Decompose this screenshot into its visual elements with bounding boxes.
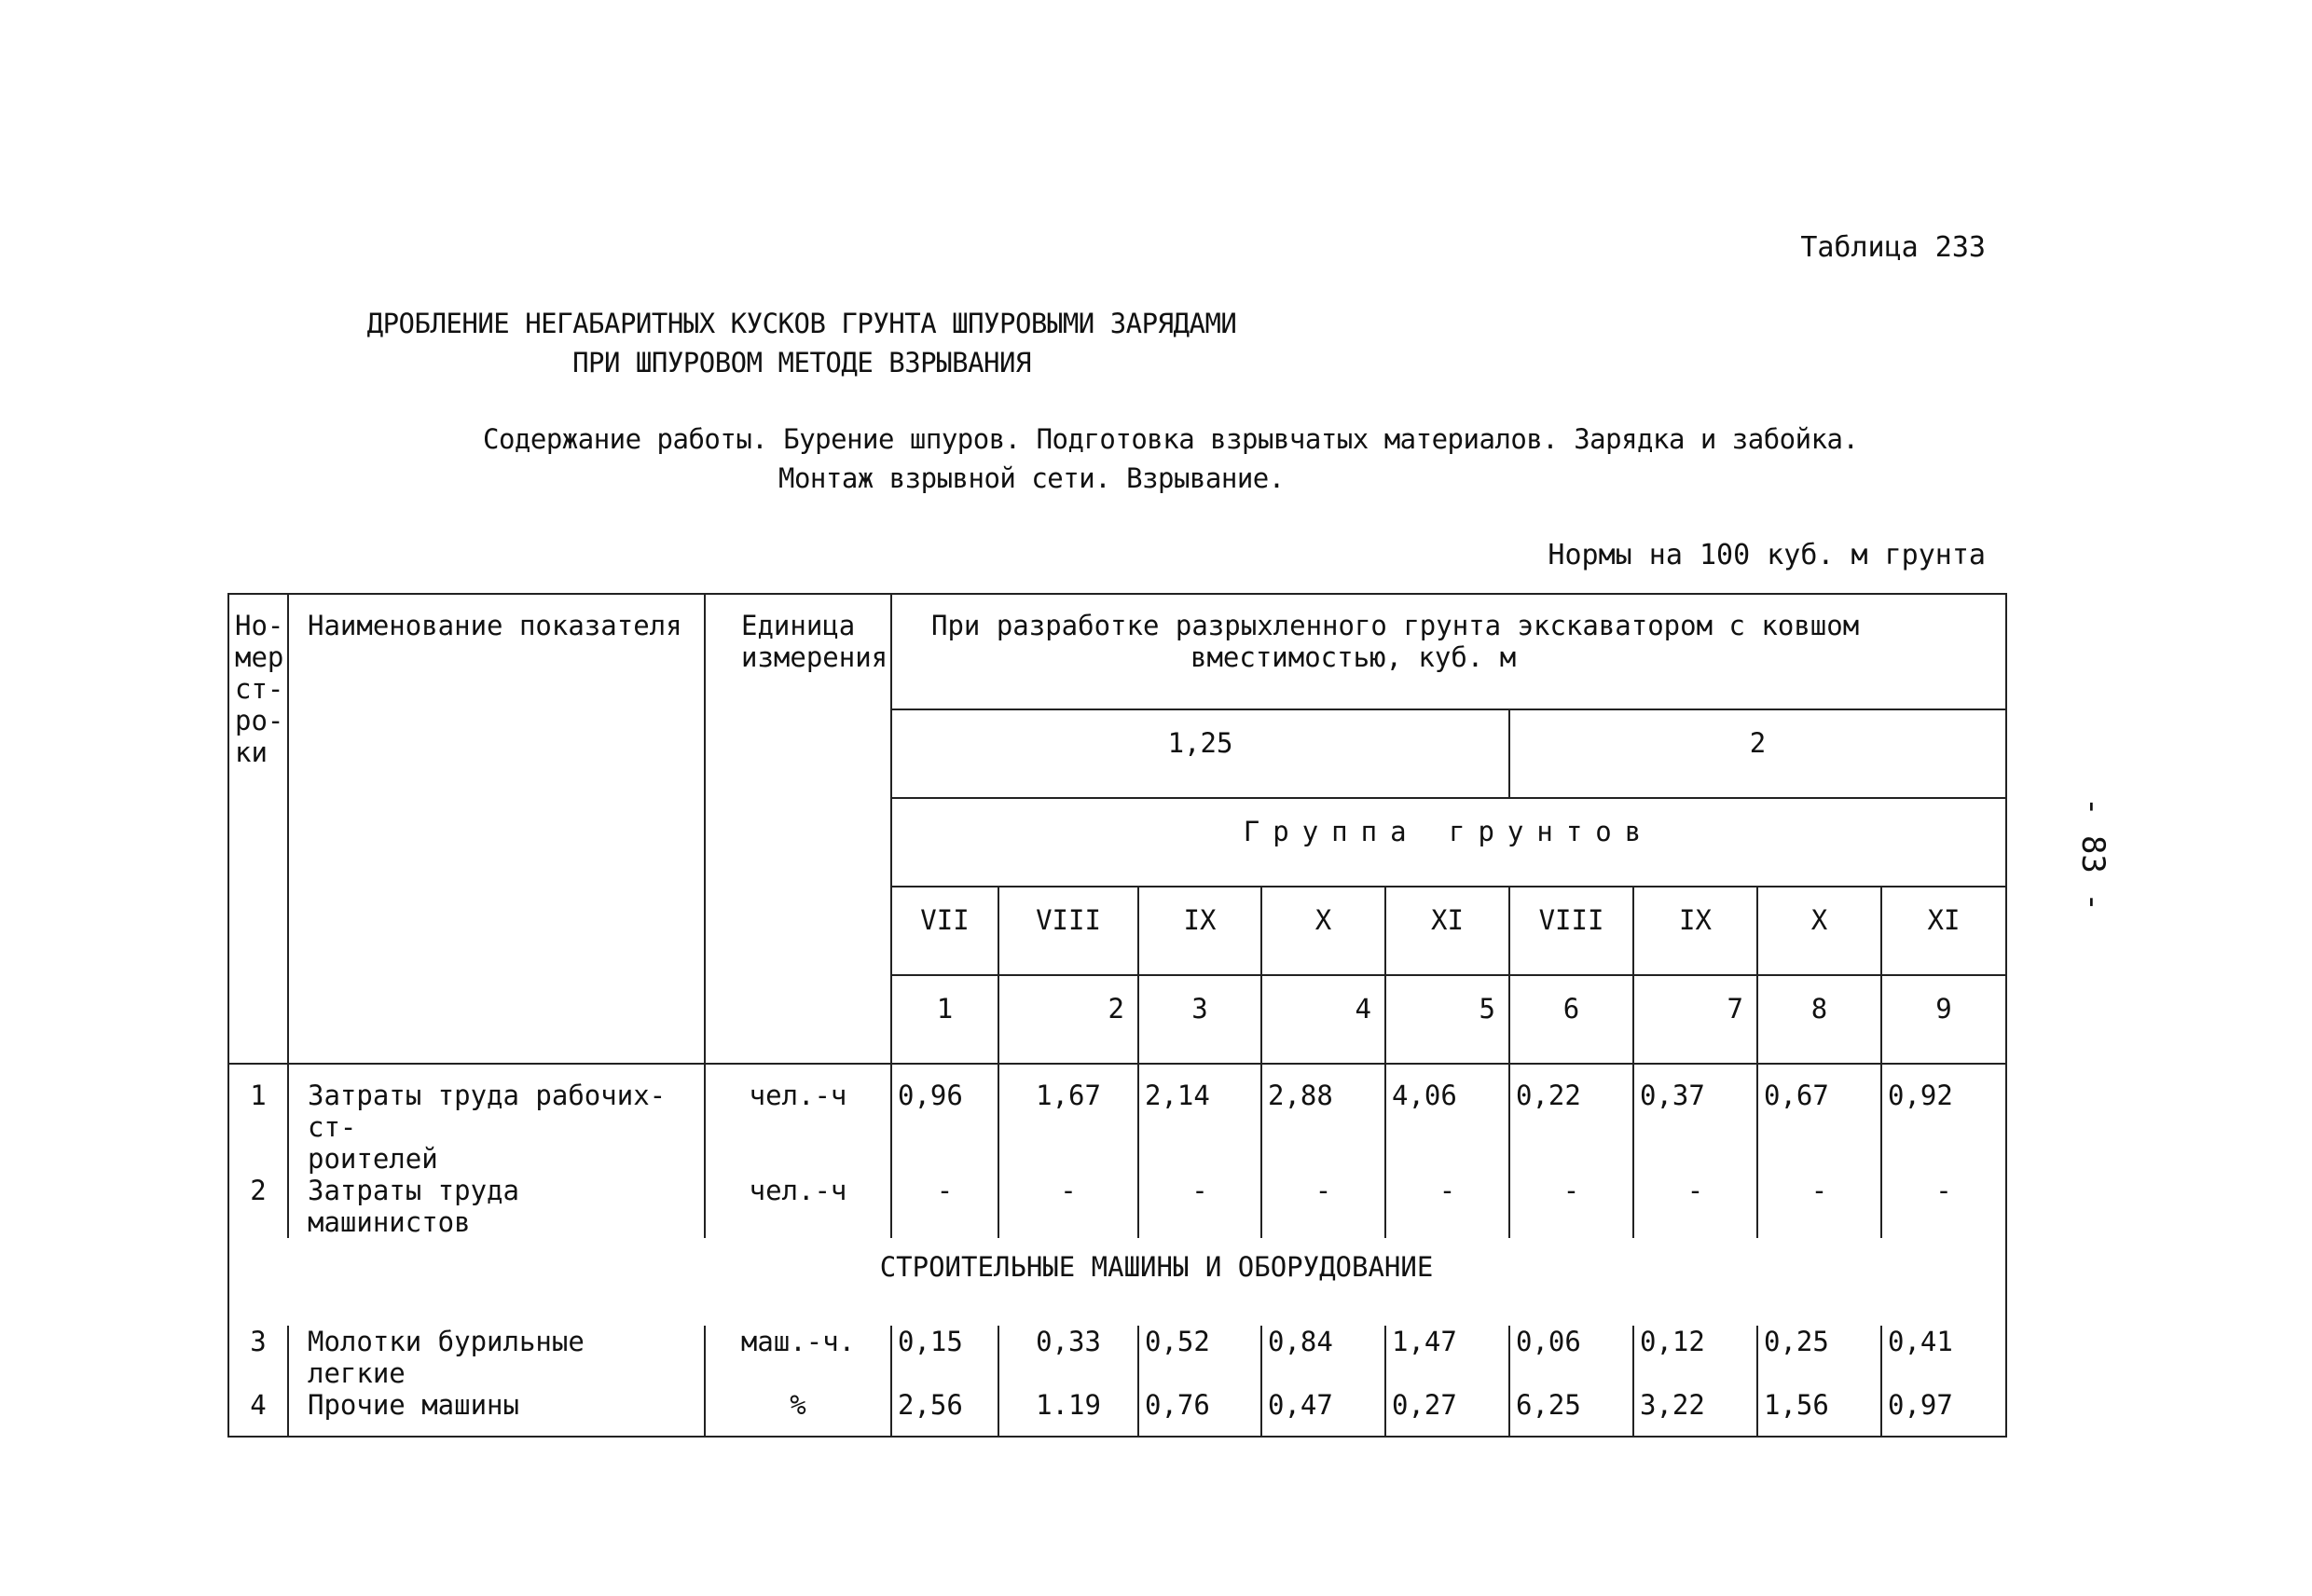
row-number-header-line: ро- [235,705,284,736]
unit-header-line: Единица [741,610,856,641]
column-number-cell: 2 [998,975,1138,1064]
row-value: 0,12 [1633,1326,1757,1389]
row-value: - [891,1175,998,1238]
row-num: 3 [228,1326,288,1389]
row-value: 0,25 [1757,1326,1881,1389]
indicator-header [288,594,705,1064]
capacity-2-label: 2 [1749,727,1767,759]
row-value: 0,76 [1138,1389,1261,1437]
row-value: - [1757,1175,1881,1238]
table-row [228,1326,2006,1389]
document-title-line-1: ДРОБЛЕНИЕ НЕГАБАРИТНЫХ КУСКОВ ГРУНТА ШПУРОВЫМИ ЗАРЯДАМИ [366,308,1237,339]
indicator-header-label: Наименование показателя [308,610,682,641]
row-unit: % [705,1389,891,1437]
row-value: 0,52 [1138,1326,1261,1389]
row-value: - [1633,1175,1757,1238]
row-value: 2,88 [1261,1064,1385,1175]
row-value: 4,06 [1385,1064,1509,1175]
column-number-cell: 8 [1757,975,1881,1064]
row-number-header-line: мер [235,641,284,673]
row-value: 0,97 [1881,1389,2006,1437]
capacity-2 [1509,709,2006,798]
row-value: 2,14 [1138,1064,1261,1175]
norms-table [227,593,2007,1438]
column-number-cell: 1 [891,975,998,1064]
page-number: - 83 - [2074,797,2112,912]
table-row [228,1064,2006,1175]
row-value: 1,56 [1757,1389,1881,1437]
capacity-1-25 [891,709,1509,798]
row-number-header-line: Но- [235,610,284,641]
row-value: - [1138,1175,1261,1238]
soil-class-cell: X [1757,887,1881,975]
row-number-header [228,594,288,1064]
column-number-cell: 4 [1261,975,1385,1064]
section-row [228,1238,2006,1326]
row-value: 0,96 [891,1064,998,1175]
row-number-header-line: ст- [235,673,284,705]
soil-class-cell: VII [891,887,998,975]
unit-header [705,594,891,1064]
soil-class-cell: X [1261,887,1385,975]
row-value: - [1261,1175,1385,1238]
row-value: 6,25 [1509,1389,1633,1437]
excavator-group-line: При разработке разрыхленного грунта экскаватором с ковшом [931,610,1860,641]
header-row-1 [228,594,2006,709]
column-number-cell: 7 [1633,975,1757,1064]
column-number-cell: 5 [1385,975,1509,1064]
row-value: - [1385,1175,1509,1238]
row-unit: маш.-ч. [705,1326,891,1389]
row-unit: чел.-ч [705,1175,891,1238]
row-value: 0,27 [1385,1389,1509,1437]
row-value: 0,22 [1509,1064,1633,1175]
section-spacer [228,1238,288,1326]
soil-class-cell: IX [1633,887,1757,975]
row-value: 0,06 [1509,1326,1633,1389]
row-number-header-line: ки [235,736,268,768]
column-number-cell: 3 [1138,975,1261,1064]
soil-group-label: Группа грунтов [1243,816,1655,847]
row-value: 3,22 [1633,1389,1757,1437]
section-title-label: СТРОИТЕЛЬНЫЕ МАШИНЫ И ОБОРУДОВАНИЕ [879,1251,1434,1283]
norms-caption: Нормы на 100 куб. м грунта [1548,539,1986,571]
work-content-line-1: Содержание работы. Бурение шпуров. Подготовка взрывчатых материалов. Зарядка и забойка. [483,423,1859,455]
row-name [288,1064,705,1175]
row-num: 4 [228,1389,288,1437]
soil-class-cell: XI [1881,887,2006,975]
capacity-1-25-label: 1,25 [1167,727,1233,759]
document-title-line-2: ПРИ ШПУРОВОМ МЕТОДЕ ВЗРЫВАНИЯ [572,347,1031,378]
row-value: 0,41 [1881,1326,2006,1389]
row-value: 1.19 [998,1389,1138,1437]
row-value: 2,56 [891,1389,998,1437]
excavator-group-header [891,594,2006,709]
row-value: - [1881,1175,2006,1238]
row-num: 2 [228,1175,288,1238]
row-name: Прочие машины [288,1389,705,1437]
row-name-line: Затраты труда рабочих-ст- [308,1080,667,1143]
row-value: - [998,1175,1138,1238]
table-row [228,1389,2006,1437]
row-value: 0,47 [1261,1389,1385,1437]
row-value: 1,47 [1385,1326,1509,1389]
row-unit: чел.-ч [705,1064,891,1175]
row-value: 0,92 [1881,1064,2006,1175]
section-title [288,1238,1881,1326]
row-name: Затраты труда машинистов [288,1175,705,1238]
column-number-cell: 9 [1881,975,2006,1064]
row-value: 0,84 [1261,1326,1385,1389]
row-value: 0,67 [1757,1064,1881,1175]
row-value: 0,33 [998,1326,1138,1389]
unit-header-line: измерения [741,641,888,673]
row-value: 0,15 [891,1326,998,1389]
work-content-line-2: Монтаж взрывной сети. Взрывание. [778,462,1285,494]
row-name-line: роителей [308,1143,438,1175]
soil-group-header [891,798,2006,887]
row-value: 1,67 [998,1064,1138,1175]
row-value: - [1509,1175,1633,1238]
row-name: Молотки бурильные легкие [288,1326,705,1389]
table-label: Таблица 233 [1800,231,1986,264]
soil-class-cell: VIII [1509,887,1633,975]
row-value: 0,37 [1633,1064,1757,1175]
row-num: 1 [228,1064,288,1175]
excavator-group-line: вместимостью, куб. м [1190,641,1517,673]
soil-class-cell: IX [1138,887,1261,975]
section-spacer [1881,1238,2006,1326]
soil-class-cell: VIII [998,887,1138,975]
table-row [228,1175,2006,1238]
soil-class-cell: XI [1385,887,1509,975]
column-number-cell: 6 [1509,975,1633,1064]
